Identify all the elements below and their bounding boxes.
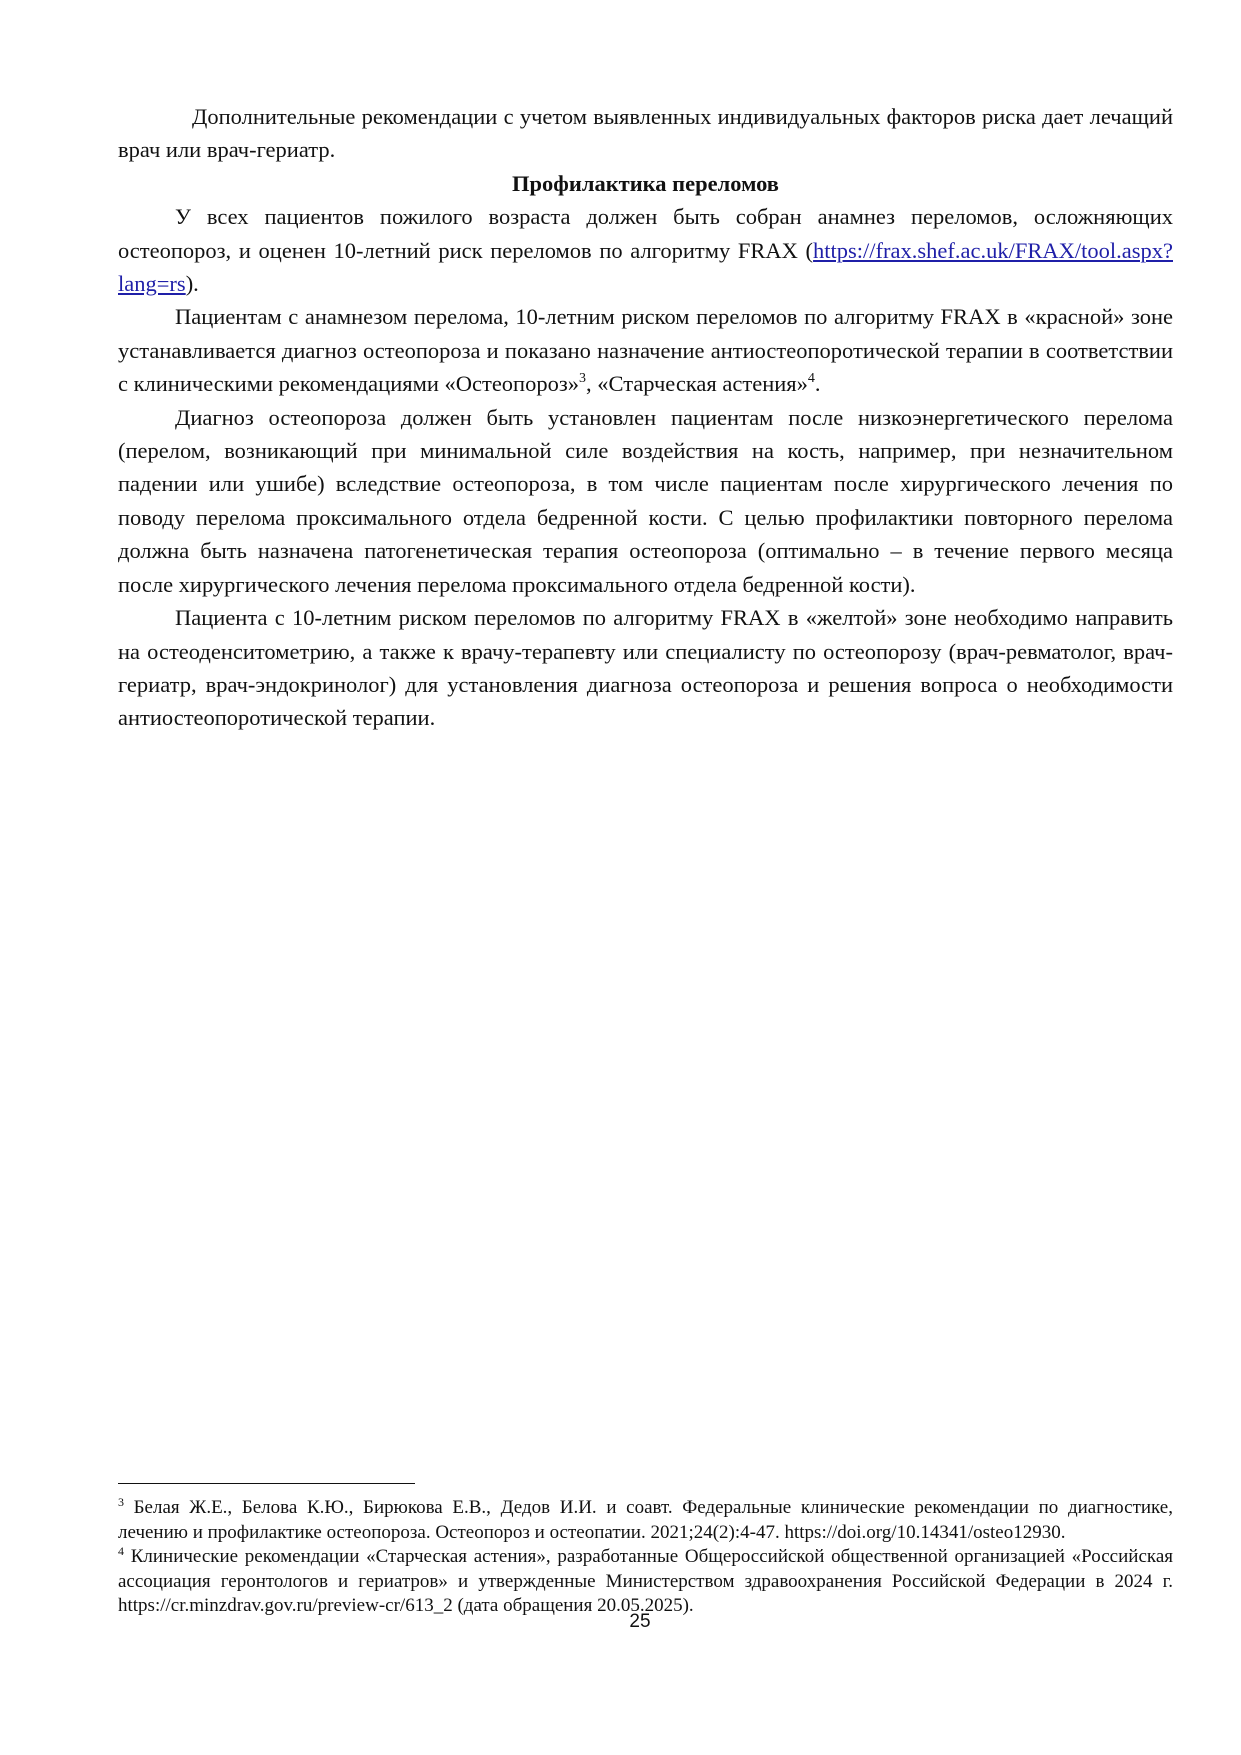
- paragraph-red-zone-mid: , «Старческая астения»: [586, 371, 808, 397]
- paragraph-red-zone-end: .: [814, 371, 821, 397]
- footnotes: [118, 1496, 1173, 1619]
- footnote-marker-4: 4: [118, 1544, 124, 1558]
- frax-link[interactable]: https://frax.shef.ac.uk/FRAX/tool.aspx?lang=rs: [118, 237, 1173, 297]
- paragraph-frax-end: ).: [185, 271, 199, 297]
- paragraph-yellow-zone: Пациента с 10-летним риском переломов по алгоритму FRAX в «желтой» зоне необходимо направить на остеоденситометрию, а также к врачу-терапевту или специалисту по остеопорозу (врач-ревматолог, врач-гериатр, врач-эндокринолог) для установления диагноза остеопороза и решения вопроса о необходимости антиостеопоротической терапии.: [118, 605, 1173, 731]
- footnote-ref-4[interactable]: 4: [807, 371, 815, 387]
- paragraph-red-zone-text: Пациентам с анамнезом перелома, 10-летним риском переломов по алгоритму FRAX в «красной» зоне устанавливается диагноз остеопороза и показано назначение антиостеопоротической терапии в соответствии с клиническими рекомендациями «Остеопороз»: [118, 304, 1173, 397]
- main-text: [118, 100, 1173, 735]
- paragraph-red-zone: [118, 300, 1173, 400]
- paragraph-diagnosis: Диагноз остеопороза должен быть установлен пациентам после низкоэнергетического перелома (перелом, возникающий при минимальной силе воздействия на кость, например, при незначительном падении или ушибе) вследствие остеопороза, в том числе пациентам после хирургического лечения по поводу перелома проксимального отдела бедренной кости. С целью профилактики повторного перелома должна быть назначена патогенетическая терапия остеопороза (оптимально – в течение первого месяца после хирургического лечения перелома проксимального отдела бедренной кости).: [118, 404, 1173, 597]
- paragraph-frax-text: У всех пациентов пожилого возраста должен быть собран анамнез переломов, осложняющих остеопороз, и оценен 10-летний риск переломов по алгоритму FRAX (: [118, 204, 1173, 263]
- footnote-3-text: Белая Ж.Е., Белова К.Ю., Бирюкова Е.В., Дедов И.И. и соавт. Федеральные клинические рекомендации по диагностике, лечению и профилактике остеопороза. Остеопороз и остеопатии. 2021;24(2):4-47. https://doi.org/10.14341/osteo12930.: [118, 1497, 1173, 1543]
- footnote-marker-3: 3: [118, 1495, 124, 1509]
- footnote-separator: [118, 1483, 415, 1484]
- footnote-ref-3[interactable]: 3: [579, 371, 586, 387]
- intro-paragraph: Дополнительные рекомендации с учетом выявленных индивидуальных факторов риска дает лечащий врач или врач-гериатр.: [118, 104, 1173, 163]
- section-heading: Профилактика переломов: [512, 170, 779, 196]
- footnote-4: [118, 1545, 1173, 1619]
- footnote-4-text: Клинические рекомендации «Старческая астения», разработанные Общероссийской общественной организацией «Российская ассоциация геронтологов и гериатров» и утвержденные Министерством здравоохранения Российской Федерации в 2024 г. https://cr.minzdrav.gov.ru/preview-cr/613_2 (дата обращения 20.05.2025).: [118, 1546, 1173, 1616]
- paragraph-frax-assessment: [118, 200, 1173, 300]
- footnote-3: [118, 1496, 1173, 1545]
- page-number: 25: [629, 1611, 651, 1632]
